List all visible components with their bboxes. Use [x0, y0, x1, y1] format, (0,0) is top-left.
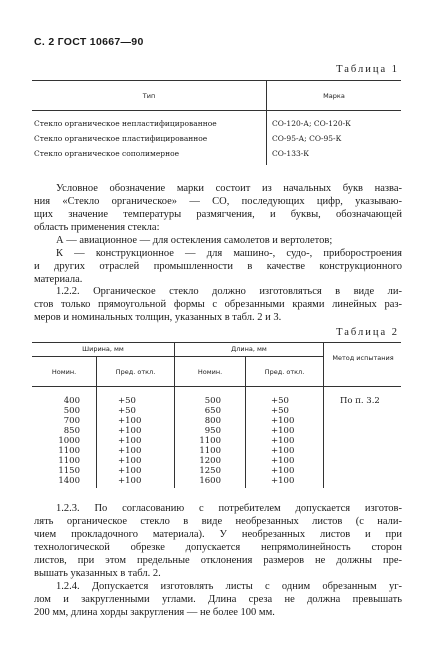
table-cell: +100 [118, 446, 142, 456]
table-cell: +50 [271, 396, 289, 406]
table2-header-length-nominal: Номин. [197, 368, 223, 376]
table2-divider [323, 342, 324, 488]
table-cell: +100 [271, 436, 295, 446]
table1-header-mark: Марка [323, 92, 345, 100]
table-cell: 1100 [199, 436, 221, 446]
text-line: лять органическое стекло в виде необрезанных листов (с нали- [34, 516, 402, 527]
table-cell: 850 [63, 426, 80, 436]
table2-caption: Таблица 2 [336, 327, 399, 338]
text-line: и других отраслей промышленности в качестве конструкционного [34, 261, 402, 272]
table-cell: 500 [63, 406, 80, 416]
text-line: чием прокладочного материала). У необрезанных листов и при [34, 529, 402, 540]
text-line: щих значение температуры размягчения, и буквы, обозначающей [34, 209, 402, 220]
table2-group-width: Ширина, мм [82, 345, 124, 353]
table-cell: +100 [118, 466, 142, 476]
table-cell: 650 [204, 406, 221, 416]
table-cell: 1200 [199, 456, 221, 466]
text-line: 1.2.4. Допускается изготовлять листы с одним обрезанным уг- [56, 581, 402, 592]
table-cell: +100 [271, 426, 295, 436]
table-cell: +100 [271, 456, 295, 466]
table-cell: +100 [118, 416, 142, 426]
table-cell: 1000 [58, 436, 80, 446]
table1-row-2-type: Стекло органическое пластифицированное [34, 134, 208, 143]
text-line: Условное обозначение марки состоит из начальных букв назва- [56, 183, 402, 194]
table2-header-method: Метод испытания [332, 354, 394, 362]
table-cell: +100 [271, 416, 295, 426]
table1-caption: Таблица 1 [336, 64, 399, 75]
table2-header-length-tolerance: Пред. откл. [264, 368, 305, 376]
table-cell: +100 [118, 476, 142, 486]
table2-header-width-tolerance: Пред. откл. [115, 368, 156, 376]
table-cell: +100 [118, 456, 142, 466]
text-line: 1.2.3. По согласованию с потребителем допускается изготов- [56, 503, 402, 514]
table1-row-3-mark: СО-133-К [272, 149, 310, 158]
text-line: область применения стекла: [34, 222, 160, 233]
table-cell: 700 [63, 416, 80, 426]
table1-rule-top [32, 80, 401, 81]
table-cell: 1400 [58, 476, 80, 486]
table1-row-2-mark: СО-95-А; СО-95-К [272, 134, 342, 143]
table1-row-1-type: Стекло органическое непластифицированное [34, 119, 217, 128]
table-cell: 1100 [58, 446, 80, 456]
list-item-aviation: А — авиационное — для остекления самолетов и вертолетов; [56, 235, 333, 246]
text-line: 1.2.2. Органическое стекло должно изготовляться в виде ли- [56, 286, 402, 297]
table-cell: 500 [204, 396, 221, 406]
table-cell: +50 [118, 406, 136, 416]
table-cell: 400 [63, 396, 80, 406]
table1-header-type: Тип [142, 92, 156, 100]
table1-row-3-type: Стекло органическое сополимерное [34, 149, 180, 158]
table-cell: 950 [204, 426, 221, 436]
table-cell: +100 [271, 476, 295, 486]
table-cell: По п. 3.2 [340, 396, 380, 406]
designation-paragraph [34, 182, 402, 234]
table-cell: 1100 [199, 446, 221, 456]
clause-1-2-2 [34, 285, 402, 324]
text-line: технологической обрезке допускается непрямолинейность сторон [34, 542, 402, 553]
table2-rule-top [32, 342, 401, 343]
table-cell: +100 [271, 466, 295, 476]
table-cell: +50 [118, 396, 136, 406]
table2-divider [174, 342, 175, 488]
table2-group-length: Длина, мм [231, 345, 267, 353]
table2-rule-group [32, 356, 323, 357]
text-line: 200 мм, длина хорды закругления — не более 100 мм. [34, 607, 275, 618]
clause-1-2-3 [34, 502, 402, 580]
table-cell: 1600 [199, 476, 221, 486]
table-cell: 1250 [199, 466, 221, 476]
text-line: листов, при этом предельные отклонения размеров не должны пре- [34, 555, 402, 566]
text-line: стов только прямоугольной формы с обрезанными краями линейных раз- [34, 299, 402, 310]
table-cell: 1100 [58, 456, 80, 466]
table-cell: +100 [118, 436, 142, 446]
page-header: С. 2 ГОСТ 10667—90 [34, 36, 144, 48]
clause-1-2-4 [34, 580, 402, 619]
text-line: меров и номинальных толщин, указанных в табл. 2 и 3. [34, 312, 282, 323]
table-cell: +100 [118, 426, 142, 436]
application-list [34, 234, 402, 286]
table1-row-1-mark: СО-120-А; СО-120-К [272, 119, 351, 128]
table-cell: +50 [271, 406, 289, 416]
text-line: материала. [34, 274, 83, 285]
table2-header-width-nominal: Номин. [51, 368, 77, 376]
list-item-construction: К — конструкционное — для машино-, судо-, приборостроения [56, 248, 402, 259]
text-line: лом и закругленными углами. Длина среза не должна превышать [34, 594, 402, 605]
table-cell: +100 [271, 446, 295, 456]
text-line: вышать указанных в табл. 2. [34, 568, 161, 579]
table1-rule-header [32, 110, 401, 111]
table-cell: 1150 [58, 466, 80, 476]
table2-rule-header [32, 386, 401, 387]
table-cell: 800 [204, 416, 221, 426]
text-line: ния «Стекло органическое» — СО, последующих цифр, указываю- [34, 196, 402, 207]
